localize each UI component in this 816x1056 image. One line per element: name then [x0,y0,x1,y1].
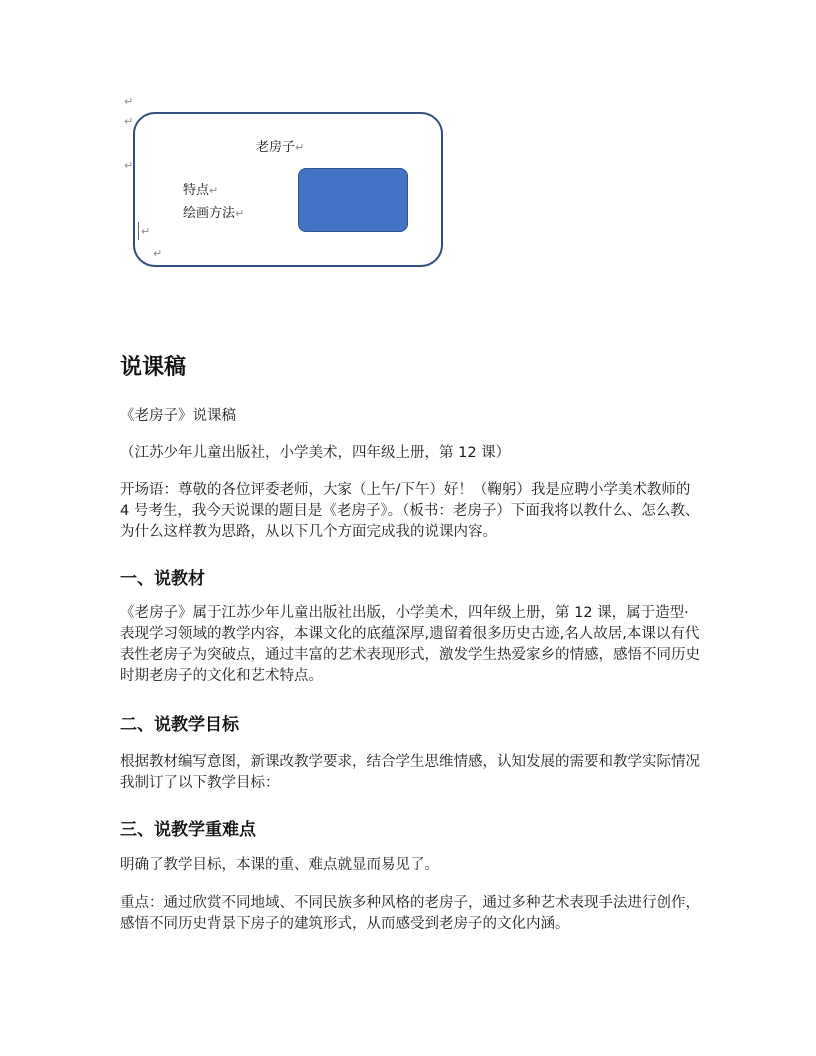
diagram-blue-rectangle [298,168,408,232]
section-heading-textbook: 一、说教材 [120,569,205,589]
diagram-title [256,136,304,155]
paragraph-mark: ↵ [124,115,134,128]
diagram-item-method [183,202,244,221]
document-source: （江苏少年儿童出版社，小学美术，四年级上册，第 12 课） [120,445,511,461]
opening-paragraph: 开场语：尊敬的各位评委老师，大家（上午/下午）好！（鞠躬）我是应聘小学美术教师的 4 号考生，我今天说课的题目是《老房子》。（板书：老房子）下面我将以教什么、怎么教、为什么这样教为思路，从以下几个方面完成我的说课内容。 [120,482,700,540]
section-body-key-points: 明确了教学目标，本课的重、难点就显而易见了。 [120,857,439,873]
text-cursor [138,222,139,240]
section-body-textbook: 《老房子》属于江苏少年儿童出版社出版，小学美术，四年级上册，第 12 课，属于造型·表现学习领域的教学内容，本课文化的底蕴深厚,遗留着很多历史古迹,名人故居,本课以有代表性老房子为突破点，通过丰富的艺术表现形式，激发学生热爱家乡的情感，感悟不同历史时期老房子的文化和艺术特点。 [120,605,700,684]
diagram-item-features [183,179,218,198]
diagram-item-features-text: 特点 [183,183,210,198]
diagram-title-text: 老房子 [256,140,296,155]
key-point-paragraph: 重点：通过欣赏不同地域、不同民族多种风格的老房子，通过多种艺术表现手法进行创作，感悟不同历史背景下房子的建筑形式，从而感受到老房子的文化内涵。 [120,895,700,932]
section-body-objectives: 根据教材编写意图，新课改教学要求，结合学生思维情感，认知发展的需要和教学实际情况我制订了以下教学目标： [120,754,700,791]
paragraph-mark: ↵ [295,141,305,154]
paragraph-mark: ↵ [235,207,245,220]
section-heading-objectives: 二、说教学目标 [120,715,239,735]
diagram-item-method-text: 绘画方法 [183,206,236,221]
section-heading-key-points: 三、说教学重难点 [120,820,256,840]
document-subtitle: 《老房子》说课稿 [120,408,236,424]
document-title: 说课稿 [120,355,187,380]
paragraph-mark: ↵ [141,225,151,238]
paragraph-mark: ↵ [124,95,134,108]
paragraph-mark: ↵ [153,247,163,260]
paragraph-mark: ↵ [209,184,219,197]
paragraph-mark: ↵ [124,159,134,172]
